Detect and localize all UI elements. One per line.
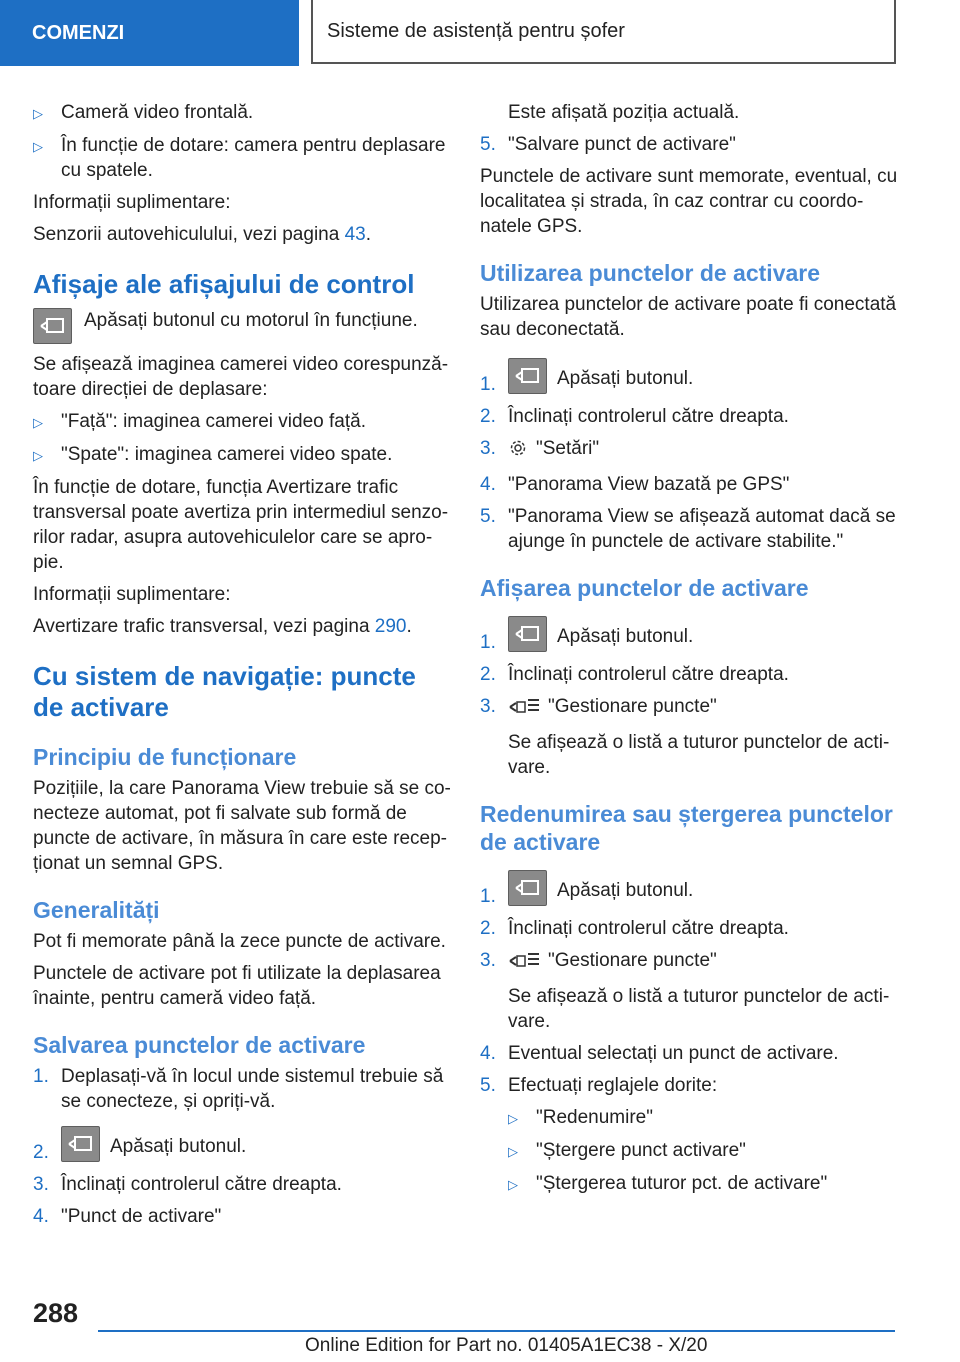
step-item: 1. Apăsați butonul. <box>480 358 898 397</box>
page-header <box>0 0 960 66</box>
step-item: 3. Înclinați controlerul către dreapta. <box>33 1174 342 1195</box>
step-item: 2. Apăsați butonul. <box>33 1126 451 1165</box>
section-heading: Afișaje ale afișajului de control <box>33 269 415 299</box>
step-item: 5. "Panorama View se afișează automat dacă se ajunge în punctele de activare stabilite." <box>480 506 896 552</box>
step-item: 3. "Gestionare puncte" <box>480 948 898 977</box>
subsection-heading: Salvarea punctelor de activare <box>33 1032 366 1058</box>
cross-reference: Avertizare trafic transversal, vezi pagina 290. <box>33 616 412 637</box>
subsection-heading: Generalități <box>33 897 160 923</box>
step-item: 3. "Gestionare puncte" <box>480 694 898 723</box>
step-item: 4. Eventual selectați un punct de activare. <box>480 1043 839 1064</box>
left-column: ▷ Cameră video frontală. ▷ În funcție de dotare: camera pentru deplasare cu spatele. Informații suplimentare: Senzorii autovehiculului, vezi pagina 43. Afișaje ale afișajului de control Apăsați butonul cu motorul în funcțiune. Se afișează imaginea camerei video corespunzătoare direcției de deplasare: ▷ "Față": imaginea camerei video față. ▷ "Spate": imaginea camerei video spate. În funcție de dotare, funcția Avertizare trafic transversal poate avertiza prin intermediul senzorilor radar, asupra autovehiculelor care se apropie. Informații suplimentare: Avertizare trafic transversal, vezi pagina 290. Cu sistem de navigație: puncte de activare Principiu de funcționare Pozițiile, la care Panorama View trebuie să se conecteze automat, pot fi salvate sub formă de puncte de activare, în măsura în care este recepționat un semnal GPS. Generalități Pot fi memorate până la zece puncte de activare. Punctele de activare pot fi utilizate la deplasarea înainte, pentru cameră video față. Salvarea punctelor de activare 1. Deplasați-vă în locul unde sistemul trebuie să se conecteze, și opriți-vă. 2. Apăsați butonul. 3. Înclinați controlerul către dreapta. 4. "Punct de activare" <box>33 102 451 1227</box>
camera-button-icon <box>508 870 547 906</box>
list-item: ▷ "Față": imaginea camerei video față. <box>33 409 451 435</box>
step-item: 1. Apăsați butonul. <box>480 870 898 909</box>
triangle-bullet-icon: ▷ <box>33 139 43 154</box>
footer-divider <box>98 1330 895 1332</box>
button-instruction: Apăsați butonul cu motorul în funcțiune. <box>33 308 451 344</box>
triangle-bullet-icon: ▷ <box>33 448 43 463</box>
gear-icon <box>508 438 528 465</box>
list-item: ▷ "Spate": imaginea camerei video spate. <box>33 442 451 468</box>
camera-button-icon <box>61 1126 100 1162</box>
point-list-icon <box>508 950 540 977</box>
camera-button-icon <box>508 616 547 652</box>
section-tab: COMENZI <box>0 0 299 66</box>
edition-note: Online Edition for Part no. 01405A1EC38 - X/20 <box>305 1335 708 1356</box>
chapter-title: Sisteme de asistență pentru șofer <box>311 0 896 64</box>
section-heading: Cu sistem de navigație: puncte de activare <box>33 661 416 722</box>
triangle-bullet-icon: ▷ <box>33 106 43 121</box>
step-item: 2. Înclinați controlerul către dreapta. <box>480 664 789 685</box>
page-number: 288 <box>33 1298 79 1328</box>
step-item: 3. "Setări" <box>480 436 898 465</box>
cross-reference: Senzorii autovehiculului, vezi pagina 43. <box>33 224 372 245</box>
subsection-heading: Principiu de funcționare <box>33 744 297 770</box>
page-link[interactable]: 290 <box>374 616 407 637</box>
step-item: 4. "Punct de activare" <box>33 1206 222 1227</box>
list-item: ▷ În funcție de dotare: camera pentru deplasare cu spatele. <box>33 135 446 181</box>
camera-button-icon <box>508 358 547 394</box>
triangle-bullet-icon: ▷ <box>508 1111 518 1126</box>
list-item: ▷ "Ștergere punct activare" <box>508 1138 898 1164</box>
info-label: Informații suplimentare: <box>33 584 231 605</box>
list-item: ▷ Cameră video frontală. <box>33 100 451 126</box>
step-item: 1. Apăsați butonul. <box>480 616 898 655</box>
triangle-bullet-icon: ▷ <box>508 1177 518 1192</box>
list-item: ▷ "Redenumire" <box>508 1105 898 1131</box>
camera-button-icon <box>33 308 72 344</box>
triangle-bullet-icon: ▷ <box>508 1144 518 1159</box>
point-list-icon <box>508 696 540 723</box>
step-item: 2. Înclinați controlerul către dreapta. <box>480 918 789 939</box>
right-column: Este afișată poziția actuală. 5. "Salvare punct de activare" Punctele de activare sunt memorate, eventual, cu localitatea și strada, în caz contrar cu coordonatele GPS. Utilizarea punctelor de activare Utilizarea punctelor de activare poate fi conectată sau deconectată. 1. Apăsați butonul. 2. Înclinați controlerul către dreapta. 3. "Setări" 4. "Panorama View bazată pe GPS" 5. "Panorama View se afișează automat dacă se ajunge în punctele de activare stabilite." Afișarea punctelor de activare 1. Apăsați butonul. 2. Înclinați controlerul către dreapta. 3. "Gestionare puncte" Se afișează o listă a tuturor punctelor de activare. Redenumirea sau ștergerea punctelor de activare 1. Apăsați butonul. 2. Înclinați controlerul către dreapta. 3. "Gestionare puncte" Se afișează o listă a tuturor punctelor de activare. 4. Eventual selectați un punct de activare. 5. Efectuați reglajele dorite: ▷ "Redenumire" ▷ "Ștergere punct activare" ▷ "Ștergerea tuturor pct. de activare" <box>480 100 898 1204</box>
step-item: 4. "Panorama View bazată pe GPS" <box>480 474 790 495</box>
step-item: 1. Deplasați-vă în locul unde sistemul trebuie să se conecteze, și opriți-vă. <box>33 1066 444 1112</box>
step-item: 5. Efectuați reglajele dorite: <box>480 1075 718 1096</box>
page-link[interactable]: 43 <box>344 224 366 245</box>
info-label: Informații suplimentare: <box>33 192 231 213</box>
subsection-heading: Utilizarea punctelor de activare <box>480 260 821 286</box>
subsection-heading: Redenumirea sau ștergerea punctelor de activare <box>480 801 893 855</box>
step-item: 5. "Salvare punct de activare" <box>480 134 736 155</box>
triangle-bullet-icon: ▷ <box>33 415 43 430</box>
step-item: 2. Înclinați controlerul către dreapta. <box>480 406 789 427</box>
subsection-heading: Afișarea punctelor de activare <box>480 575 809 601</box>
list-item: ▷ "Ștergerea tuturor pct. de activare" <box>508 1171 898 1197</box>
